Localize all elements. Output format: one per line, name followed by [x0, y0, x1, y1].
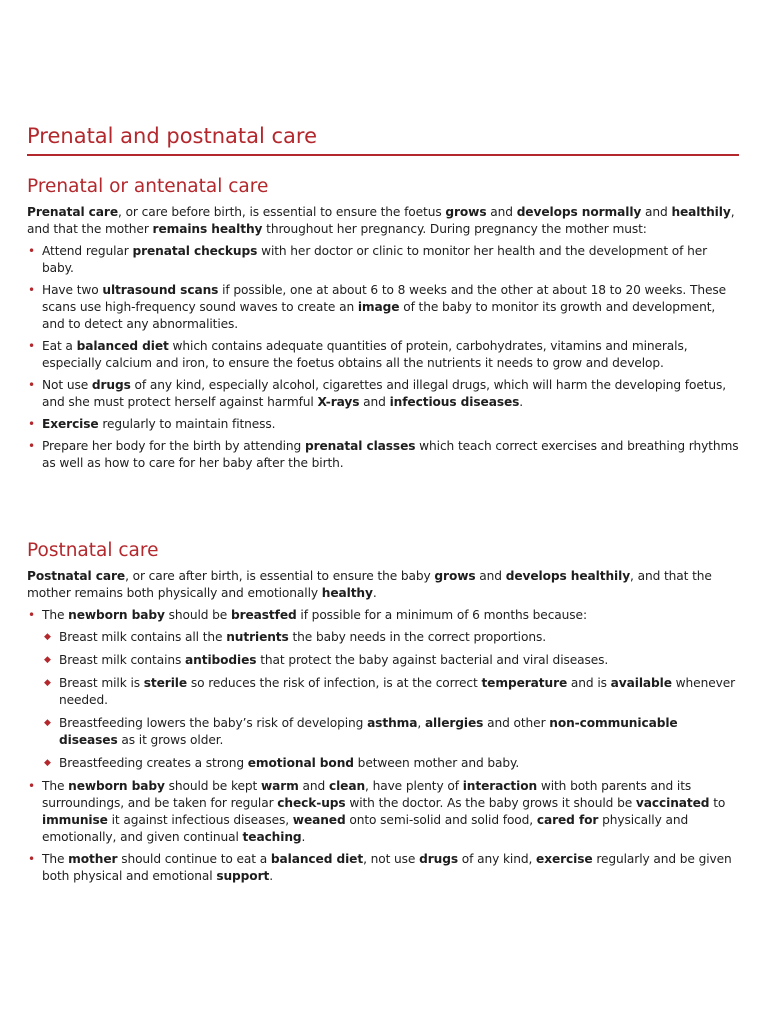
bold-term: temperature: [481, 676, 568, 690]
postnatal-intro: [27, 568, 739, 602]
bold-term: develops healthily: [505, 569, 631, 583]
bold-term: immunise: [42, 813, 108, 827]
text-run: between mother and baby.: [353, 756, 520, 770]
text-run: .: [372, 586, 377, 600]
sub-bullet-item: [42, 629, 739, 646]
bold-term: Prenatal care: [27, 205, 119, 219]
text-run: with both parents and its surroundings, and be taken for regular: [42, 779, 692, 810]
prenatal-list: [27, 243, 739, 472]
bold-term: prenatal classes: [304, 439, 416, 453]
bullet-item: [27, 243, 739, 277]
text-run: , or care after birth, is essential to ensure the baby: [125, 569, 435, 583]
postnatal-heading: Postnatal care: [27, 540, 159, 561]
text-run: The: [42, 779, 69, 793]
bold-term: remains healthy: [152, 222, 263, 236]
text-run: onto semi-solid and solid food,: [345, 813, 537, 827]
bold-term: balanced diet: [270, 852, 364, 866]
bold-term: drugs: [419, 852, 458, 866]
bold-term: grows: [445, 205, 487, 219]
text-run: ,: [417, 716, 425, 730]
text-run: , not use: [363, 852, 420, 866]
bold-term: mother: [68, 852, 118, 866]
bullet-dot-icon: •: [28, 283, 35, 297]
text-run: , and that the mother: [27, 205, 735, 236]
text-run: as it grows older.: [117, 733, 224, 747]
bullet-item: [27, 377, 739, 411]
bold-term: balanced diet: [76, 339, 169, 353]
bullet-dot-icon: •: [28, 417, 35, 431]
bold-term: Exercise: [42, 417, 99, 431]
text-run: with the doctor. As the baby grows it should be: [345, 796, 636, 810]
bold-term: asthma: [367, 716, 418, 730]
text-run: The: [42, 852, 69, 866]
text-run: of any kind, especially alcohol, cigarettes and illegal drugs, which will harm the developing foetus, and she must protect herself against harmful: [42, 378, 727, 409]
bold-term: vaccinated: [635, 796, 710, 810]
bold-term: develops normally: [516, 205, 642, 219]
bold-term: available: [610, 676, 672, 690]
bold-term: non-communicable diseases: [59, 716, 678, 747]
text-run: Breastfeeding lowers the baby’s risk of developing: [59, 716, 368, 730]
bullet-item: [27, 282, 739, 333]
bold-term: infectious diseases: [389, 395, 520, 409]
bold-term: prenatal checkups: [132, 244, 258, 258]
sub-bullet-item: [42, 715, 739, 749]
text-run: of the baby to monitor its growth and development, and to detect any abnormalities.: [42, 300, 716, 331]
text-run: with her doctor or clinic to monitor her health and the development of her baby.: [42, 244, 708, 275]
text-run: which contains adequate quantities of protein, carbohydrates, vitamins and minerals, especially calcium and iron, to ensure the foetus obtains all the nutrients it needs to grow and develop.: [42, 339, 688, 370]
text-run: Breast milk contains all the: [59, 630, 227, 644]
bold-term: image: [357, 300, 400, 314]
sub-bullet-item: [42, 755, 739, 772]
bold-term: antibodies: [185, 653, 257, 667]
bold-term: newborn baby: [68, 608, 165, 622]
bold-term: allergies: [424, 716, 484, 730]
bold-term: breastfed: [230, 608, 297, 622]
text-run: to: [709, 796, 726, 810]
text-run: .: [301, 830, 306, 844]
diamond-bullet-icon: ◆: [44, 678, 51, 688]
text-run: and other: [483, 716, 550, 730]
prenatal-section: [27, 174, 739, 477]
text-run: Breast milk contains: [59, 653, 186, 667]
sub-bullet-item: [42, 675, 739, 709]
text-run: of any kind,: [458, 852, 537, 866]
text-run: .: [269, 869, 273, 883]
text-run: Have two: [42, 283, 103, 297]
bold-term: exercise: [536, 852, 593, 866]
text-run: Not use: [42, 378, 92, 392]
text-run: Breastfeeding creates a strong: [59, 756, 248, 770]
bullet-item: [27, 438, 739, 472]
bold-term: healthy: [321, 586, 373, 600]
bold-term: emotional bond: [247, 756, 354, 770]
bold-term: clean: [328, 779, 366, 793]
text-run: whenever needed.: [59, 676, 736, 707]
bullet-dot-icon: •: [28, 852, 35, 866]
text-run: physically and emotionally, and given continual: [42, 813, 689, 844]
text-run: and: [298, 779, 329, 793]
bullet-dot-icon: •: [28, 779, 35, 793]
postnatal-section: [27, 538, 739, 890]
text-run: the baby needs in the correct proportions.: [288, 630, 546, 644]
bullet-dot-icon: •: [28, 378, 35, 392]
text-run: throughout her pregnancy. During pregnancy the mother must:: [262, 222, 647, 236]
bullet-item: [27, 607, 739, 772]
sub-list: [42, 629, 739, 772]
bullet-item: [27, 338, 739, 372]
text-run: , have plenty of: [365, 779, 463, 793]
bold-term: teaching: [242, 830, 302, 844]
text-run: Eat a: [42, 339, 77, 353]
sub-bullet-item: [42, 652, 739, 669]
text-run: , or care before birth, is essential to ensure the foetus: [118, 205, 446, 219]
bold-term: warm: [260, 779, 299, 793]
text-run: should continue to eat a: [117, 852, 271, 866]
bold-term: X-rays: [317, 395, 360, 409]
text-run: .: [519, 395, 524, 409]
bullet-dot-icon: •: [28, 439, 35, 453]
bold-term: cared for: [536, 813, 599, 827]
bullet-item: [27, 851, 739, 885]
bullet-item: [27, 778, 739, 846]
text-run: The: [42, 608, 69, 622]
bold-term: grows: [434, 569, 476, 583]
diamond-bullet-icon: ◆: [44, 632, 51, 642]
postnatal-list: [27, 607, 739, 885]
bold-term: healthily: [671, 205, 731, 219]
bold-term: support: [216, 869, 270, 883]
diamond-bullet-icon: ◆: [44, 718, 51, 728]
text-run: if possible, one at about 6 to 8 weeks and the other at about 18 to 20 weeks. These scans use high-frequency sound waves to create an: [42, 283, 726, 314]
text-run: should be kept: [164, 779, 261, 793]
prenatal-heading: Prenatal or antenatal care: [27, 176, 269, 197]
bold-term: interaction: [462, 779, 538, 793]
text-run: regularly and be given both physical and emotional: [42, 852, 732, 883]
bold-term: check-ups: [277, 796, 346, 810]
prenatal-intro: [27, 204, 739, 238]
bullet-item: [27, 416, 739, 433]
bold-term: Postnatal care: [27, 569, 126, 583]
bold-term: ultrasound scans: [102, 283, 219, 297]
text-run: should be: [164, 608, 231, 622]
text-run: Attend regular: [42, 244, 133, 258]
text-run: so reduces the risk of infection, is at the correct: [187, 676, 482, 690]
text-run: and is: [567, 676, 611, 690]
text-run: regularly to maintain fitness.: [98, 417, 276, 431]
text-run: if possible for a minimum of 6 months because:: [296, 608, 587, 622]
text-run: and: [641, 205, 672, 219]
bold-term: nutrients: [226, 630, 289, 644]
text-run: it against infectious diseases,: [107, 813, 293, 827]
text-run: and: [486, 205, 517, 219]
text-run: that protect the baby against bacterial and viral diseases.: [256, 653, 609, 667]
diamond-bullet-icon: ◆: [44, 758, 51, 768]
text-run: and: [359, 395, 390, 409]
bullet-dot-icon: •: [28, 608, 35, 622]
text-run: , and that the mother remains both physically and emotionally: [27, 569, 712, 600]
text-run: and: [475, 569, 506, 583]
bold-term: drugs: [91, 378, 131, 392]
text-run: Breast milk is: [59, 676, 144, 690]
bold-term: newborn baby: [68, 779, 165, 793]
bold-term: weaned: [292, 813, 346, 827]
text-run: which teach correct exercises and breathing rhythms as well as how to care for her baby after the birth.: [42, 439, 739, 470]
text-run: Prepare her body for the birth by attending: [42, 439, 305, 453]
bullet-dot-icon: •: [28, 339, 35, 353]
bullet-dot-icon: •: [28, 244, 35, 258]
bold-term: sterile: [143, 676, 188, 690]
diamond-bullet-icon: ◆: [44, 655, 51, 665]
page-title: Prenatal and postnatal care: [27, 122, 739, 156]
